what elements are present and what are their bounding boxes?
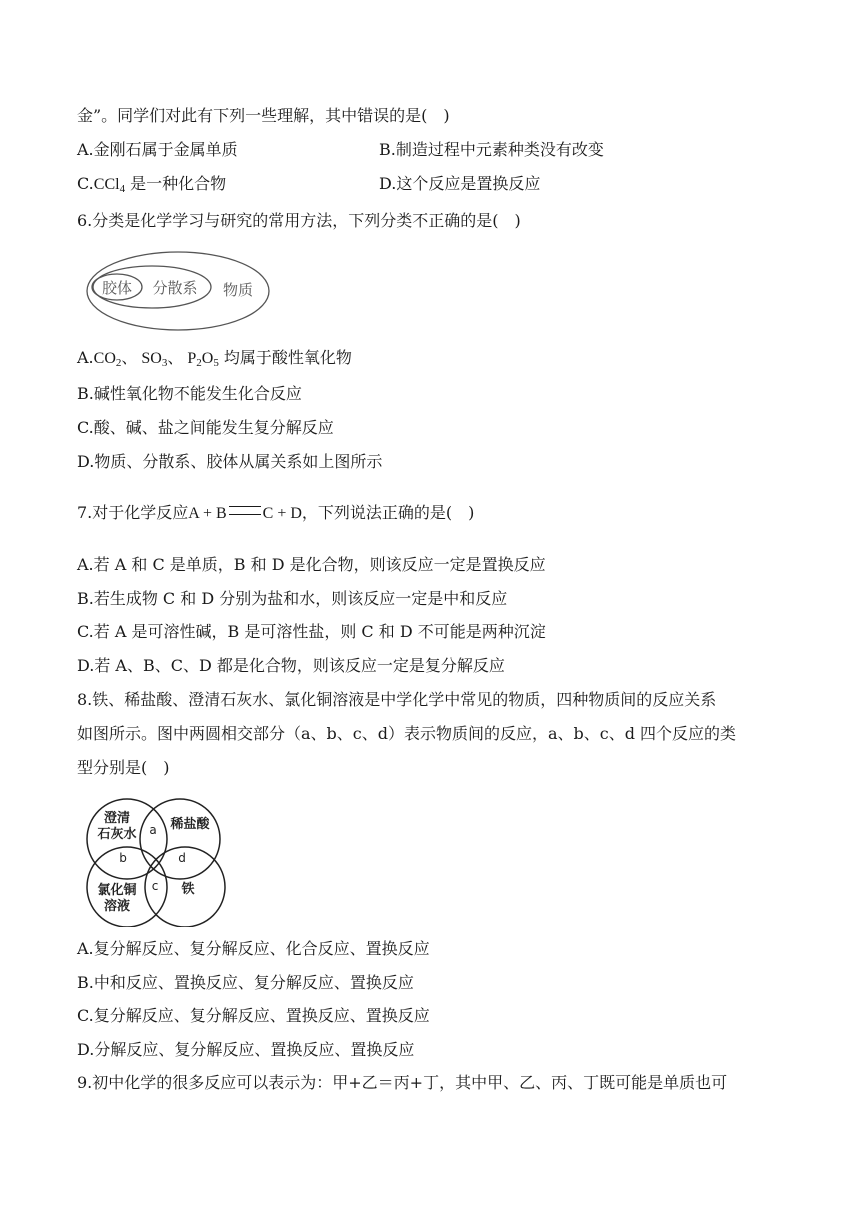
q5-option-c [77, 174, 226, 195]
q5-option-a: A.金刚石属于金属单质 [77, 140, 238, 159]
iron-label: 铁 [181, 882, 195, 897]
equation: A + B C + D [188, 505, 302, 522]
q7-option-a: A.若 A 和 C 是单质，B 和 D 是化合物，则该反应一定是置换反应 [77, 555, 546, 574]
q5-stem-tail: 金”。同学们对此有下列一些理解，其中错误的是( ) [77, 106, 450, 125]
region-b: b [119, 851, 127, 865]
q8-reaction-diagram [80, 792, 230, 927]
ccl4-formula: CCl$_4$ [93, 176, 126, 195]
q8-stem-line-2: 如图所示。图中两圆相交部分（a、b、c、d）表示物质间的反应，a、b、c、d 四个反应的类 [77, 724, 737, 743]
q8-option-a: A.复分解反应、复分解反应、化合反应、置换反应 [77, 939, 430, 958]
p2o5-formula: $P_2O_5$ [187, 350, 219, 369]
q8-option-b: B.中和反应、置换反应、复分解反应、置换反应 [77, 973, 414, 992]
q5-option-b: B.制造过程中元素种类没有改变 [379, 140, 604, 159]
q9-stem: 9.初中化学的很多反应可以表示为：甲+乙＝丙+丁，其中甲、乙、丙、丁既可能是单质也可 [77, 1073, 728, 1092]
hcl-label: 稀盐酸 [170, 817, 210, 832]
q7-option-d: D.若 A、B、C、D 都是化合物，则该反应一定是复分解反应 [77, 656, 505, 675]
region-a: a [149, 823, 157, 837]
limewater-label-1: 澄清 [103, 811, 131, 826]
q6-option-a: $A.CO_2$、 $SO_3$、 $P_2O_5$ 均属于酸性氧化物 [77, 348, 352, 369]
q6-classification-diagram [84, 250, 274, 335]
region-c: c [151, 879, 159, 893]
equal-sign [229, 506, 261, 515]
q7-option-c: C.若 A 是可溶性碱，B 是可溶性盐，则 C 和 D 不可能是两种沉淀 [77, 622, 546, 641]
q7-option-b: B.若生成物 C 和 D 分别为盐和水，则该反应一定是中和反应 [77, 589, 508, 608]
hcl-circle [140, 799, 220, 879]
co2-formula: $CO_2$ [93, 350, 122, 369]
q8-stem-line-1: 8.铁、稀盐酸、澄清石灰水、氯化铜溶液是中学化学中常见的物质，四种物质间的反应关系 [77, 690, 717, 709]
q6-option-b: B.碱性氧化物不能发生化合反应 [77, 384, 302, 403]
q6-stem: 6.分类是化学学习与研究的常用方法，下列分类不正确的是( ) [77, 211, 521, 230]
limewater-label-2: 石灰水 [97, 827, 137, 842]
q7-stem: 7.对于化学反应A + B C + D，下列说法正确的是( ) [77, 503, 475, 522]
colloid-label: 胶体 [101, 279, 133, 297]
cucl2-label-2: 溶液 [103, 899, 131, 914]
so3-formula: $SO_3$ [141, 350, 168, 369]
cucl2-label-1: 氯化铜 [97, 883, 137, 898]
q6-option-d: D.物质、分散系、胶体从属关系如上图所示 [77, 452, 383, 471]
dispersion-label: 分散系 [152, 279, 198, 297]
q8-option-d: D.分解反应、复分解反应、置换反应、置换反应 [77, 1040, 415, 1059]
option-label: C. [77, 174, 94, 193]
q5-option-d: D.这个反应是置换反应 [379, 174, 541, 193]
q6-option-c: C.酸、碱、盐之间能发生复分解反应 [77, 418, 334, 437]
region-d: d [178, 851, 186, 865]
option-text: 是一种化合物 [125, 174, 227, 193]
matter-label: 物质 [222, 281, 254, 299]
q8-stem-line-3: 型分别是( ) [77, 758, 170, 777]
q8-option-c: C.复分解反应、复分解反应、置换反应、置换反应 [77, 1006, 430, 1025]
